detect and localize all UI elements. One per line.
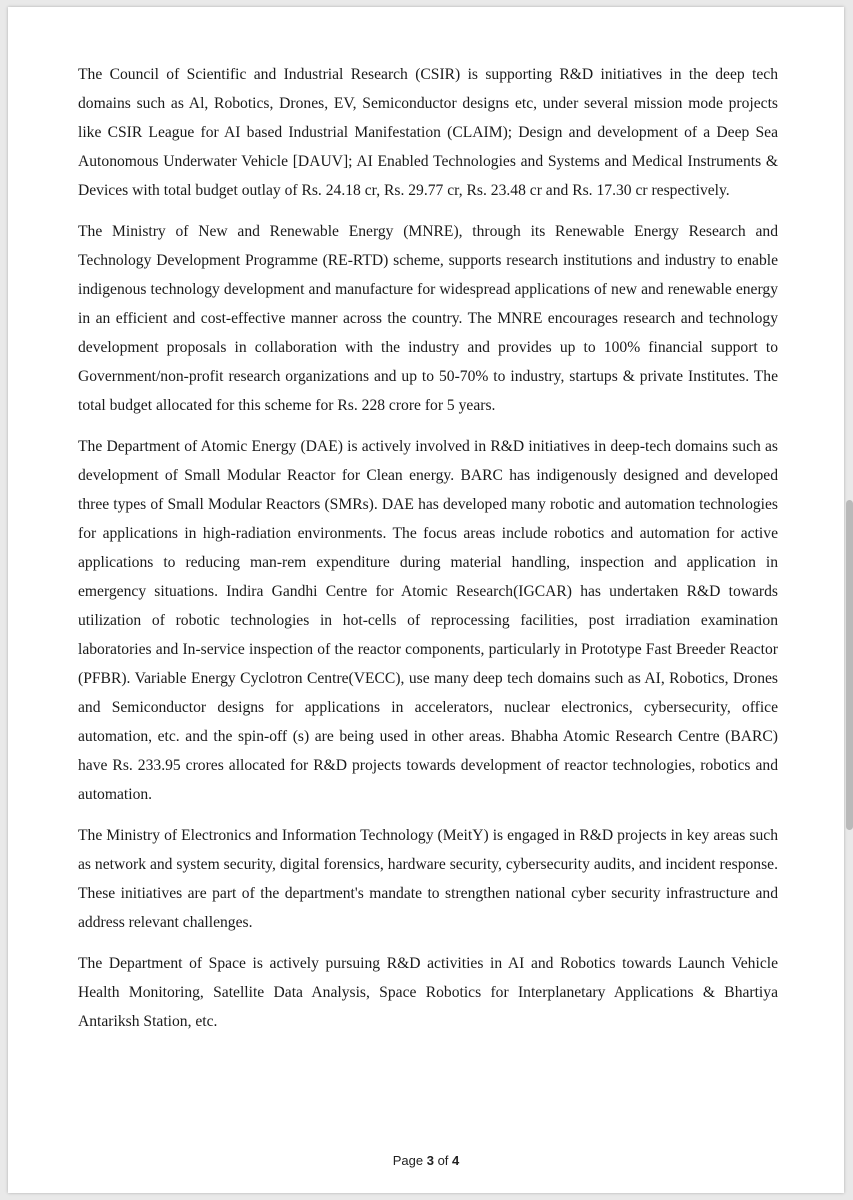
paragraph-space: The Department of Space is actively pursuing R&D activities in AI and Robotics towards Launch Vehicle Health Monitoring, Satellite Data Analysis, Space Robotics for Interplanetary Applications & Bhartiya Antariksh Station, etc. — [78, 955, 778, 1030]
vertical-scrollbar[interactable] — [846, 500, 853, 830]
paragraph-csir: The Council of Scientific and Industrial Research (CSIR) is supporting R&D initiatives in the deep tech domains such as Al, Robotics, Drones, EV, Semiconductor designs etc, under several mission mode projects like CSIR League for AI based Industrial Manifestation (CLAIM); Design and development of a Deep Sea Autonomous Underwater Vehicle [DAUV]; AI Enabled Technologies and Systems and Medical Instruments & Devices with total budget outlay of Rs. 24.18 cr, Rs. 29.77 cr, Rs. 23.48 cr and Rs. 17.30 cr respectively. — [78, 66, 778, 199]
of-word: of — [437, 1153, 449, 1168]
current-page-number: 3 — [426, 1153, 434, 1168]
total-page-count: 4 — [452, 1153, 460, 1168]
paragraph-dae: The Department of Atomic Energy (DAE) is actively involved in R&D initiatives in deep-tech domains such as development of Small Modular Reactor for Clean energy. BARC has indigenously designed and developed three types of Small Modular Reactors (SMRs). DAE has developed many robotic and automation technologies for applications in high-radiation environments. The focus areas include robotics and automation for active applications to reducing man-rem expenditure during material handling, inspection and application in emergency situations. Indira Gandhi Centre for Atomic Research(IGCAR) has undertaken R&D towards utilization of robotic technologies in hot-cells of reprocessing facilities, post irradiation examination laboratories and In-service inspection of the reactor components, particularly in Prototype Fast Breeder Reactor (PFBR). Variable Energy Cyclotron Centre(VECC), use many deep tech domains such as AI, Robotics, Drones and Semiconductor designs for applications in accelerators, nuclear electronics, cybersecurity, office automation, etc. and the spin-off (s) are being used in other areas. Bhabha Atomic Research Centre (BARC) have Rs. 233.95 crores allocated for R&D projects towards development of reactor technologies, robotics and automation. — [78, 438, 778, 803]
page-word: Page — [392, 1153, 424, 1168]
page-footer — [8, 1153, 844, 1168]
document-page — [8, 7, 844, 1193]
document-body — [78, 60, 778, 1048]
paragraph-mnre: The Ministry of New and Renewable Energy (MNRE), through its Renewable Energy Research and Technology Development Programme (RE-RTD) scheme, supports research institutions and industry to enable indigenous technology development and manufacture for widespread applications of new and renewable energy in an efficient and cost-effective manner across the country. The MNRE encourages research and technology development proposals in collaboration with the industry and provides up to 100% financial support to Government/non-profit research organizations and up to 50-70% to industry, startups & private Institutes. The total budget allocated for this scheme for Rs. 228 crore for 5 years. — [78, 223, 778, 414]
paragraph-meity: The Ministry of Electronics and Information Technology (MeitY) is engaged in R&D projects in key areas such as network and system security, digital forensics, hardware security, cybersecurity audits, and incident response. These initiatives are part of the department's mandate to strengthen national cyber security infrastructure and address relevant challenges. — [78, 827, 778, 931]
